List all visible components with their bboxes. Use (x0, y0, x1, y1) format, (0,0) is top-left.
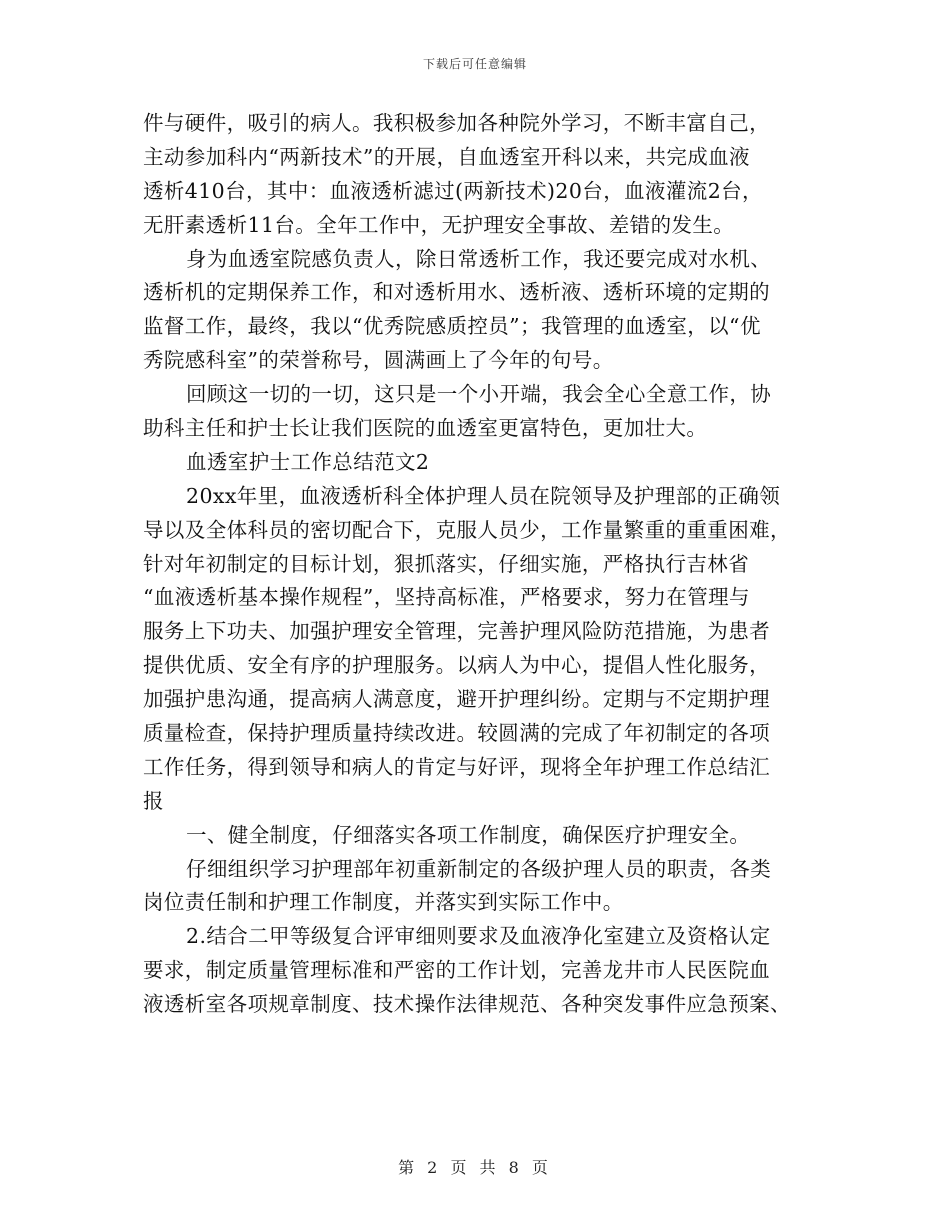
text-line: 岗位责任制和护理工作制度，并落实到实际工作中。 (143, 890, 624, 915)
text-line: 透析机的定期保养工作，和对透析用水、透析液、透析环境的定期的 (143, 280, 770, 305)
text-line: 20xx年里，血液透析科全体护理人员在院领导及护理部的正确领 (186, 483, 781, 508)
text-line: 要求，制定质量管理标准和严密的工作计划，完善龙井市人民医院血 (143, 958, 770, 983)
text-line: 导以及全体科员的密切配合下，克服人员少，工作量繁重的重重困难， (143, 517, 791, 542)
text-line: 无肝素透析11台。全年工作中，无护理安全事故、差错的发生。 (143, 212, 735, 237)
page-header: 下载后可任意编辑 (422, 57, 527, 71)
text-line: 工作任务，得到领导和病人的肯定与好评，现将全年护理工作总结汇 (143, 754, 770, 779)
text-line: 质量检查，保持护理质量持续改进。较圆满的完成了年初制定的各项 (143, 721, 770, 746)
text-line: 助科主任和护士长让我们医院的血透室更富特色，更加壮大。 (143, 416, 708, 441)
text-line: 监督工作，最终，我以“优秀院感质控员”；我管理的血透室，以“优 (143, 314, 761, 339)
text-line: 件与硬件，吸引的病人。我积极参加各种院外学习，不断丰富自己， (143, 111, 770, 135)
text-line: 仔细组织学习护理部年初重新制定的各级护理人员的职责，各类 (186, 856, 772, 881)
text-line: 秀院感科室”的荣誉称号，圆满画上了今年的句号。 (143, 348, 614, 373)
text-line: 2.结合二甲等级复合评审细则要求及血液净化室建立及资格认定 (186, 924, 771, 949)
text-line: 报 (143, 788, 164, 813)
text-line: 提供优质、安全有序的护理服务。以病人为中心，提倡人性化服务， (143, 653, 770, 678)
text-line: 服务上下功夫、加强护理安全管理，完善护理风险防范措施，为患者 (143, 619, 770, 644)
document-body (143, 107, 813, 1022)
section-title: 血透室护士工作总结范文2 (186, 449, 430, 474)
text-line: 透析410台，其中：血液透析滤过(两新技术)20台，血液灌流2台， (143, 178, 763, 203)
text-line: 主动参加科内“两新技术”的开展，自血透室开科以来，共完成血液 (143, 144, 750, 169)
section-heading: 一、健全制度，仔细落实各项工作制度，确保医疗护理安全。 (186, 822, 751, 847)
page-number-footer: 第 2 页 共 8 页 (398, 1158, 552, 1177)
text-line: 针对年初制定的目标计划，狠抓落实，仔细实施，严格执行吉林省 (143, 551, 750, 576)
text-line: 身为血透室院感负责人，除日常透析工作，我还要完成对水机、 (186, 246, 772, 271)
text-line: 加强护患沟通，提高病人满意度，避开护理纠纷。定期与不定期护理 (143, 687, 770, 712)
text-line: “血液透析基本操作规程”，坚持高标准，严格要求，努力在管理与 (143, 585, 750, 610)
text-line: 回顾这一切的一切，这只是一个小开端，我会全心全意工作，协 (186, 382, 772, 407)
text-line: 液透析室各项规章制度、技术操作法律规范、各种突发事件应急预案、 (143, 992, 791, 1017)
